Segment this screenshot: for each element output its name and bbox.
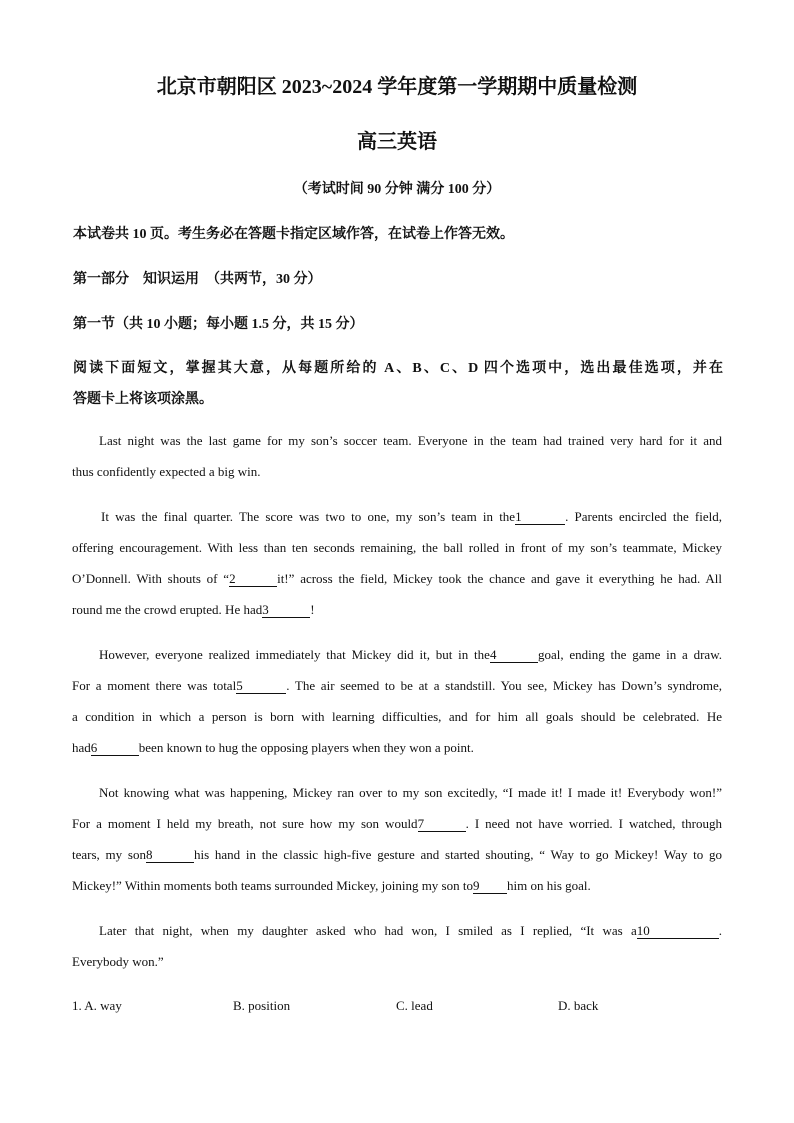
notice-text: 本试卷共 10 页。考生务必在答题卡指定区域作答，在试卷上作答无效。	[73, 227, 514, 242]
passage-line: Last night was the last game for my son’s soccer team. Everyone in the team had trained very hard for it and	[99, 433, 722, 448]
passage-line: tears, my son8 his hand in the classic high-five gesture and started shouting, “ Way to go Mickey! Way to go	[72, 847, 722, 862]
blank-2: 2	[229, 572, 277, 587]
passage-line: offering encouragement. With less than ten seconds remaining, the ball rolled in front of my son’s teammate, Mickey	[72, 540, 722, 555]
directions-line-1: 阅读下面短文，掌握其大意，从每题所给的 A、B、C、D 四个选项中，选出最佳选项，并在	[73, 361, 723, 376]
section-heading: 第一节（共 10 小题；每小题 1.5 分，共 15 分）	[73, 317, 364, 332]
directions-line-2: 答题卡上将该项涂黑。	[73, 392, 213, 407]
blank-3: 3	[262, 603, 310, 618]
blank-7: 7	[418, 817, 466, 832]
blank-9: 9	[473, 879, 507, 894]
passage-line: Not knowing what was happening, Mickey ran over to my son excitedly, “I made it! I made it! Everybody won!”	[99, 785, 722, 800]
passage-line: For a moment I held my breath, not sure how my son would7 . I need not have worried. I watched, through	[72, 816, 722, 831]
blank-10: 10	[637, 924, 719, 939]
blank-5: 5	[236, 679, 286, 694]
option-d: D. back	[558, 998, 599, 1013]
blank-1: 1	[515, 510, 565, 525]
blank-6: 6	[91, 741, 139, 756]
passage-line: a condition in which a person is born with learning difficulties, and for him all goals should be celebrated. He	[72, 709, 722, 724]
subject-title: 高三英语	[357, 131, 437, 153]
option-b: B. position	[233, 998, 291, 1013]
passage-line: Mickey!” Within moments both teams surrounded Mickey, joining my son to9 him on his goal.	[72, 878, 591, 893]
passage-line: thus confidently expected a big win.	[72, 464, 261, 479]
passage-line: For a moment there was total5 . The air seemed to be at a standstill. You see, Mickey has Down’s syndrome,	[72, 678, 722, 693]
passage-line: It was the final quarter. The score was two to one, my son’s team in the1 . Parents encircled the field,	[101, 509, 723, 524]
passage-line: Everybody won.”	[72, 954, 164, 969]
option-a: 1. A. way	[72, 998, 122, 1013]
passage-line: O’Donnell. With shouts of “2 it!” across the field, Mickey took the chance and gave it everything he had. All	[72, 571, 722, 586]
exam-title: 北京市朝阳区 2023~2024 学年度第一学期期中质量检测	[156, 76, 638, 98]
blank-4: 4	[490, 648, 538, 663]
passage-line: round me the crowd erupted. He had3 !	[72, 602, 315, 617]
passage-line: Later that night, when my daughter asked who had won, I smiled as I replied, “It was a10 .	[99, 923, 722, 938]
passage-line: had6 been known to hug the opposing players when they won a point.	[72, 740, 474, 755]
part-heading: 第一部分 知识运用 （共两节，30 分）	[73, 272, 322, 287]
option-c: C. lead	[396, 998, 433, 1013]
passage-line: However, everyone realized immediately that Mickey did it, but in the4 goal, ending the game in a draw.	[99, 647, 722, 662]
blank-8: 8	[146, 848, 194, 863]
exam-info: （考试时间 90 分钟 满分 100 分）	[293, 182, 501, 197]
